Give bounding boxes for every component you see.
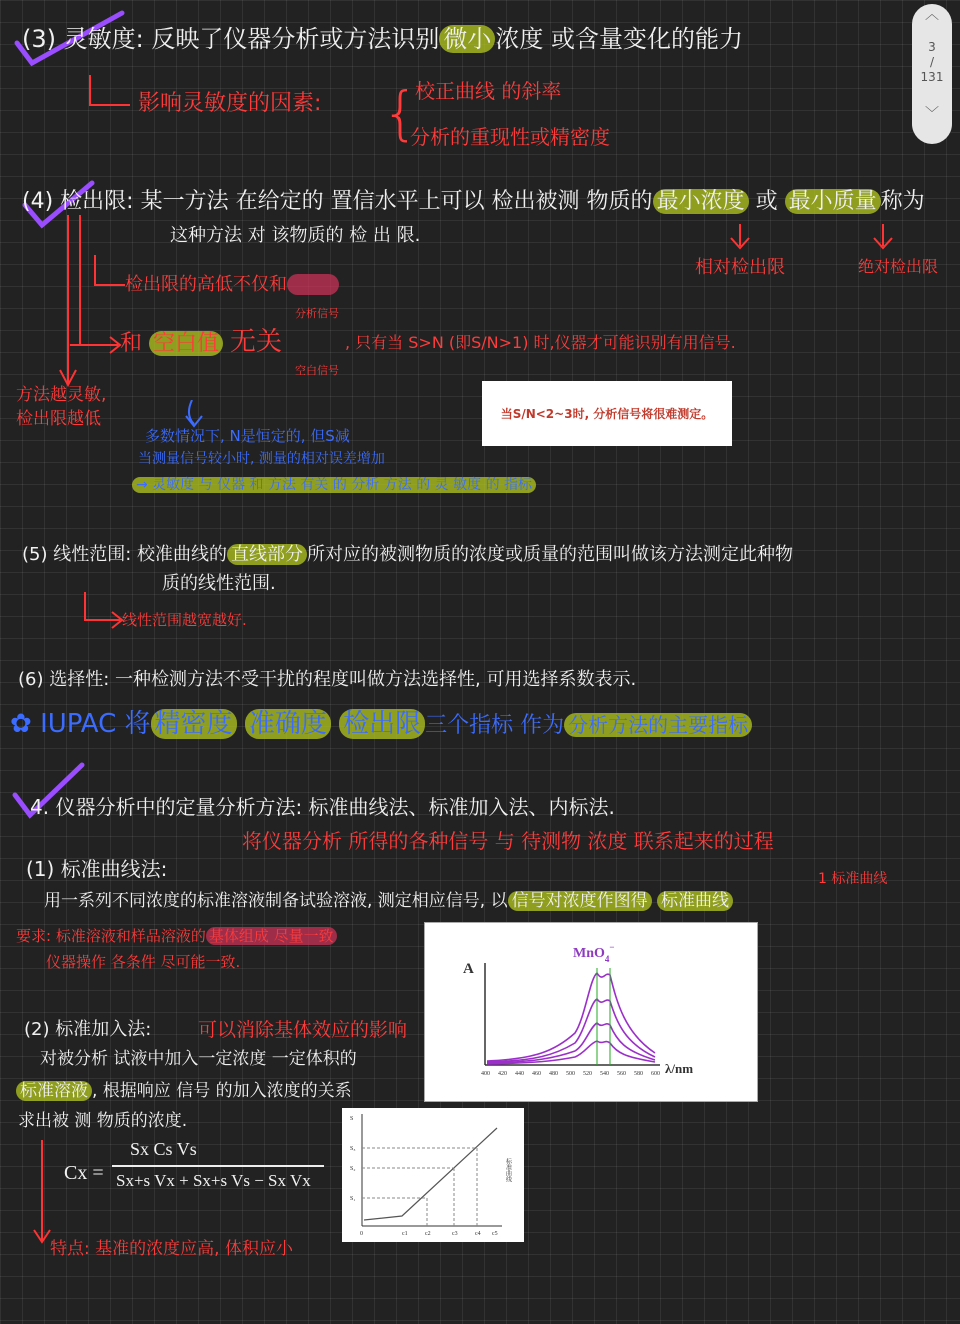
arrow-icon [68,325,128,355]
x-tick-label: 600 [651,1071,660,1077]
highlight: 基体组成 尽量一致 [206,927,337,945]
y-ticks [350,1116,355,1202]
std-curve-line [44,892,733,911]
sub-note: 线性范围越宽越好. [122,611,247,629]
red-note: 可以消除基体效应的影响 [198,1019,408,1041]
red-tag: 1 标准曲线 [818,871,888,887]
requirement-text: 要求: 标准溶液和样品溶液的 [16,927,206,945]
star-icon: ✿ [10,709,32,739]
signal-label: 分析信号 [295,307,339,320]
red-note-text: 将仪器分析 所得的各种信号 与 待测物 浓度 联系起来的过程 [242,829,774,853]
blue-note: 当测量信号较小时, 测量的相对误差增加 [138,451,385,467]
formula-denominator: Sx+s Vx + Sx+s Vs − Sx Vx [116,1171,311,1190]
section-selectivity [18,670,636,690]
requirement [16,928,337,945]
section-title: (6) 选择性: [18,669,110,690]
x-tick-label: 420 [498,1071,507,1077]
std-add-line: 对被分析 试液中加入一定浓度 一定体积的 [40,1049,357,1069]
definition-line: 质的线性范围. [162,573,276,594]
brace-icon: { [382,79,419,147]
arrow-icon [30,1140,60,1250]
absolute-limit: 绝对检出限 [858,257,939,276]
definition-text: 浓度 或含量变化的能力 [495,25,743,53]
iupac-note [10,710,752,739]
svg-text:S₃: S₃ [350,1146,356,1152]
bracket-lines [40,215,130,395]
arrow-icon [85,75,135,115]
x-tick-label: 440 [515,1071,524,1077]
arrow-icon [725,224,755,254]
x-ticks [481,1071,660,1077]
page-scroll-indicator[interactable] [912,4,952,144]
or-text: 或 [755,189,778,214]
highlight: 空白值 [149,331,223,356]
noise-label: 空白信号 [295,364,339,377]
iupac-text: 三个指标 作为 [425,713,565,738]
current-page: 3 [928,40,936,54]
std-add-title: (2) 标准加入法: [24,1019,152,1040]
highlight: 分析方法的主要指标 [564,713,752,737]
section-title: 4. 仪器分析中的定量分析方法: [30,795,303,819]
x-tick-label: 400 [481,1071,490,1077]
definition-text: 所对应的被测物质的浓度或质量的范围叫做该方法测定此种物 [307,544,794,565]
total-pages: 131 [920,70,944,84]
detail-text: , 只有当 S>N (即S/N>1) 时,仪器才可能识别有用信号. [345,333,736,352]
red-note [242,830,774,852]
svg-text:S₁: S₁ [350,1196,356,1202]
highlight: 最小质量 [785,189,881,214]
section-title: (4) 检出限: [22,189,134,214]
detail-part: 和 [120,331,143,356]
spectrum-y-label: A [463,961,474,977]
guide-lines [362,1148,477,1226]
section-detection-limit [22,190,925,214]
std-text: 用一系列不同浓度的标准溶液制备试验溶液, 测定相应信号, 以 [44,891,508,911]
highlight: 准确度 [245,709,331,739]
detail-text [120,328,282,357]
x-tick-label: 540 [600,1071,609,1077]
x-tick-label: 480 [549,1071,558,1077]
definition-text: 一种检测方法不受干扰的程度叫做方法选择性, 可用选择系数表示. [115,669,637,690]
x-ticks [360,1231,498,1237]
highlight: 标准溶液 [16,1081,92,1101]
spectrum-figure [424,922,758,1102]
highlight: → 灵敏度 与 仪器 和 方法 有关 的 分析 方法 的 灵 敏度 的 指标 [132,477,536,493]
blue-note [132,478,536,493]
section-linear-range [22,545,793,565]
detail-text [125,275,339,295]
section-title: (3) 灵敏度: [22,25,144,53]
highlight: 标准曲线 [657,891,733,911]
section-title: (5) 线性范围: [22,544,132,565]
svg-text:S₂: S₂ [350,1166,356,1172]
requirement: 仪器操作 各条件 尽可能一致. [46,953,241,971]
side-note: 方法越灵敏, 检出限越低 [16,385,107,429]
definition-text: 反映了仪器分析或方法识别 [151,25,440,53]
std-add-line [16,1082,352,1101]
chevron-down-icon[interactable]: ﹀ [925,106,939,122]
detail-part: 无关 [230,327,283,357]
x-tick-label: 560 [617,1071,626,1077]
svg-text:0: 0 [360,1231,363,1237]
x-tick-label: 580 [634,1071,643,1077]
std-addition-plot [342,1108,524,1242]
spectrum-title: MnO$_4$− [573,942,615,964]
definition-text: 某一方法 在给定的 置信水平上可以 检出被测 物质的 [140,189,653,214]
definition-text: 校准曲线的 [137,544,228,565]
fraction-line [112,1165,324,1167]
page-separator: / [929,55,935,69]
detail-part: 检出限的高低不仅和 [125,274,287,295]
spectrum-plot [425,923,757,1101]
arrow-icon [80,592,125,632]
x-tick-label: 520 [583,1071,592,1077]
arrow-icon [180,400,210,430]
x-tick-label: 460 [532,1071,541,1077]
factor-item: 分析的重现性或精密度 [410,125,610,149]
side-label: 标准曲线 [504,1158,512,1182]
svg-text:c1: c1 [402,1231,408,1237]
blue-note: 多数情况下, N是恒定的, 但S减 [145,427,350,445]
formula-lhs: Cx = [64,1162,104,1184]
feature-note: 特点: 基准的浓度应高, 体积应小 [50,1239,293,1259]
section-quant-methods [30,796,615,818]
highlight: 微小 [439,25,495,53]
std-add-text: , 根据响应 信号 的加入浓度的关系 [92,1081,352,1101]
methods-list: 标准曲线法、标准加入法、内标法. [308,795,615,819]
svg-text:c2: c2 [425,1231,431,1237]
formula-numerator: Sx Cs Vs [130,1139,197,1159]
highlight: 精密度 [151,709,237,739]
factor-label: 影响灵敏度的因素: [138,91,322,116]
svg-text:c3: c3 [452,1231,458,1237]
relative-limit: 相对检出限 [695,257,785,278]
std-add-line: 求出被 测 物质的浓度. [18,1111,188,1131]
factor-item: 校正曲线 的斜率 [415,79,562,103]
highlight: 检出限 [339,709,425,739]
std-curve-title: (1) 标准曲线法: [26,857,168,881]
arrow-icon [868,224,898,254]
spectrum-curves [487,973,655,1064]
svg-text:c4: c4 [475,1231,481,1237]
iupac-text: IUPAC 将 [40,709,151,739]
section-sensitivity [22,26,743,52]
x-tick-label: 500 [566,1071,575,1077]
std-addition-figure [342,1108,524,1242]
definition-text: 称为 [880,189,925,214]
highlight [287,274,339,295]
definition-line: 这种方法 对 该物质的 检 出 限. [170,225,421,246]
chevron-up-icon[interactable]: ︿ [925,7,939,23]
highlight: 最小浓度 [653,189,749,214]
highlight: 信号对浓度作图得 [508,891,652,911]
pasted-note: 当S/N<2~3时, 分析信号将很难测定。 [482,381,732,446]
svg-text:c5: c5 [492,1231,498,1237]
svg-text:S: S [350,1116,354,1122]
spectrum-x-label: λ/nm [665,1061,694,1076]
highlight: 直线部分 [227,544,307,565]
